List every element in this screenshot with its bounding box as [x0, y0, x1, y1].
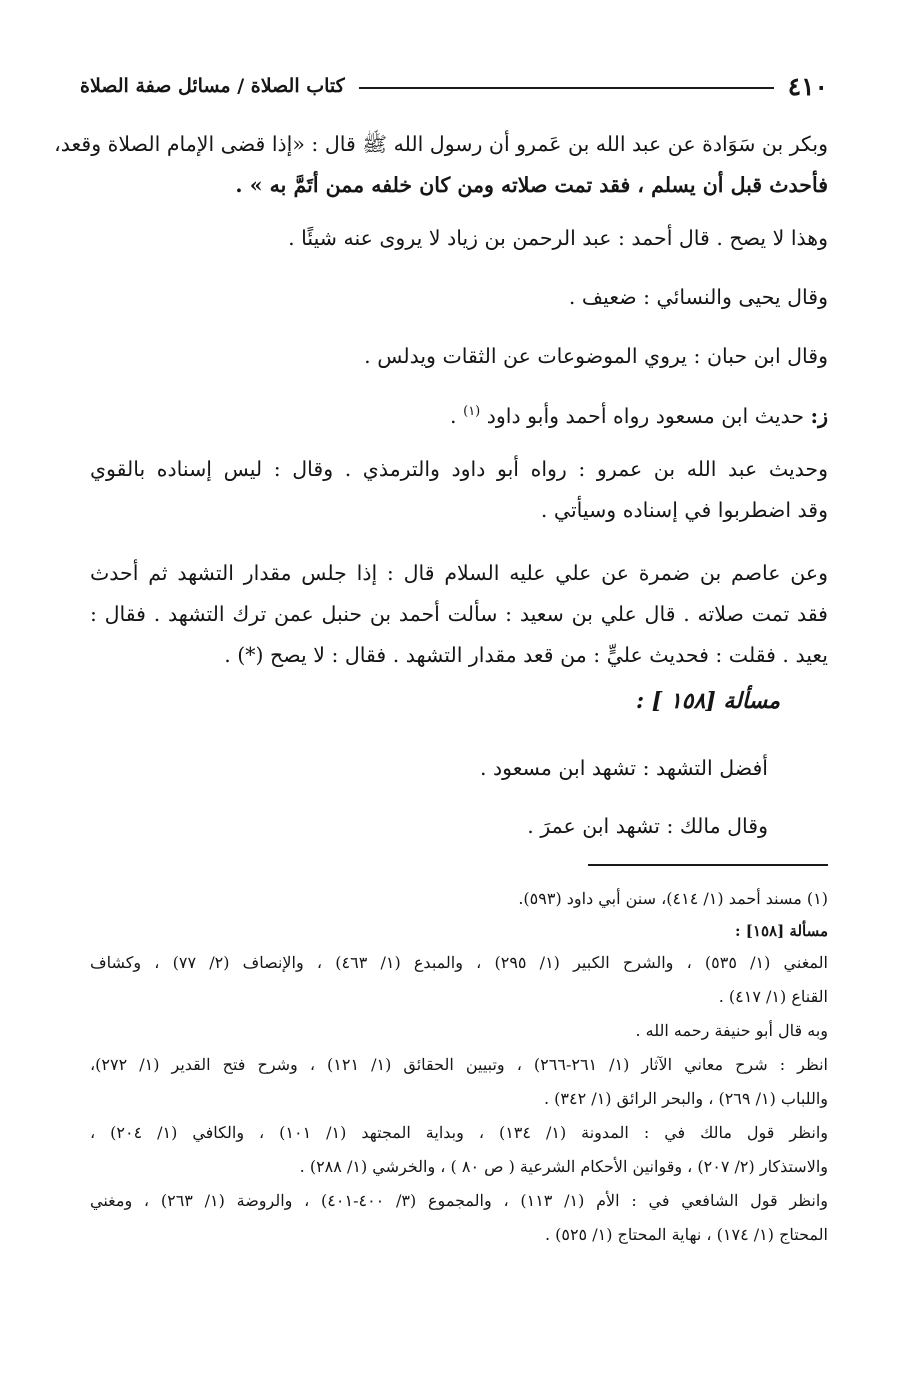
paragraph-abdullah-hadith	[90, 449, 828, 531]
asim-line-3: يعيد . فقلت : فحديث عليٍّ : من قعد مقدار التشهد . فقال : لا يصح (*) .	[224, 643, 828, 667]
footnote-hanafi-note: وبه قال أبو حنيفة رحمه الله .	[635, 1021, 828, 1040]
malik-opinion-line: وقال مالك : تشهد ابن عمرَ .	[527, 814, 768, 838]
best-tashahhud-line: أفضل التشهد : تشهد ابن مسعود .	[479, 756, 768, 780]
footnote-issue-label: مسألة [١٥٨] :	[735, 922, 828, 940]
footnotes	[90, 882, 828, 1252]
footnote-shafii-line-1: وانظر قول الشافعي في : الأم (١/ ١١٣) ، والمجموع (٣/ ٤٠٠-٤٠١) ، والروضة (١/ ٢٦٣) ، ومغني	[90, 1191, 829, 1210]
abdullah-hadith-line-2: وقد اضطربوا في إسناده وسيأتي .	[540, 498, 828, 522]
footnote-1: (١) مسند أحمد (١/ ٤١٤)، سنن أبي داود (٥٩٣).	[518, 889, 828, 908]
header-rule	[359, 87, 774, 89]
footnote-shafii-line-2: المحتاج (١/ ١٧٤) ، نهاية المحتاج (١/ ٥٢٥) .	[544, 1225, 828, 1244]
footnote-ref-1: (١)	[463, 404, 481, 419]
abdullah-hadith-line-1: وحديث عبد الله بن عمرو : رواه أبو داود والترمذي . وقال : ليس إسناده بالقوي	[90, 457, 828, 481]
paragraph-malik-opinion	[128, 806, 768, 847]
paragraph-ahmad-opinion	[90, 218, 828, 259]
issue-heading: مسألة [١٥٨ ] :	[636, 688, 780, 714]
footnote-hanafi-line-2: واللباب (١/ ٢٦٩) ، والبحر الرائق (١/ ٣٤٢) .	[544, 1089, 828, 1108]
zawaid-marker: ز:	[810, 403, 828, 428]
footnote-hanbali-line-2: القناع (١/ ٤١٧) .	[718, 987, 828, 1006]
hadith-line-2: فأحدث قبل أن يسلم ، فقد تمت صلاته ومن كان خلفه ممن أتَمَّ به » .	[235, 173, 828, 197]
footnote-hanbali-line-1: المغني (١/ ٥٣٥) ، والشرح الكبير (١/ ٢٩٥) ، والمبدع (١/ ٤٦٣) ، والإنصاف (٢/ ٧٧) ، وكشاف	[90, 953, 829, 972]
hadith-line-1: وبكر بن سَوَادة عن عبد الله بن عَمرو أن رسول الله ﷺ قال : «إذا قضى الإمام الصلاة وقعد،	[54, 132, 828, 156]
ibn-hibban-line: وقال ابن حبان : يروي الموضوعات عن الثقات ويدلس .	[364, 344, 828, 368]
paragraph-zawaid-note	[90, 391, 828, 437]
page-number: ٤١٠	[787, 71, 828, 101]
paragraph-hadith	[54, 124, 828, 206]
running-title: كتاب الصلاة / مسائل صفة الصلاة	[80, 75, 345, 97]
asim-line-1: وعن عاصم بن ضمرة عن علي عليه السلام قال : إذا جلس مقدار التشهد ثم أحدث	[90, 561, 828, 585]
footnote-maliki-line-1: وانظر قول مالك في : المدونة (١/ ١٣٤) ، وبداية المجتهد (١/ ١٠١) ، والكافي (١/ ٢٠٤) ،	[90, 1123, 828, 1142]
footnote-separator	[588, 864, 828, 866]
paragraph-yahya-opinion	[90, 277, 828, 318]
paragraph-ibn-hibban	[90, 336, 828, 377]
zawaid-end: .	[450, 403, 457, 428]
footnote-hanafi-line-1: انظر : شرح معاني الآثار (١/ ٢٦١-٢٦٦) ، وتبيين الحقائق (١/ ١٢١) ، وشرح فتح القدير (١/ ٢٧٢)،	[90, 1055, 828, 1074]
yahya-opinion-line: وقال يحيى والنسائي : ضعيف .	[568, 285, 828, 309]
footnote-maliki-line-2: والاستذكار (٢/ ٢٠٧) ، وقوانين الأحكام الشرعية ( ص ٨٠ ) ، والخرشي (١/ ٢٨٨) .	[299, 1157, 828, 1176]
paragraph-asim-narration	[90, 553, 828, 676]
page-header	[80, 70, 828, 102]
zawaid-text: حديث ابن مسعود رواه أحمد وأبو داود	[486, 403, 804, 428]
paragraph-best-tashahhud	[128, 748, 768, 789]
asim-line-2: فقد تمت صلاته . قال علي بن سعيد : سألت أحمد بن حنبل عمن ترك التشهد . فقال :	[90, 602, 828, 626]
ahmad-opinion-line: وهذا لا يصح . قال أحمد : عبد الرحمن بن زياد لا يروى عنه شيئًا .	[288, 226, 828, 250]
